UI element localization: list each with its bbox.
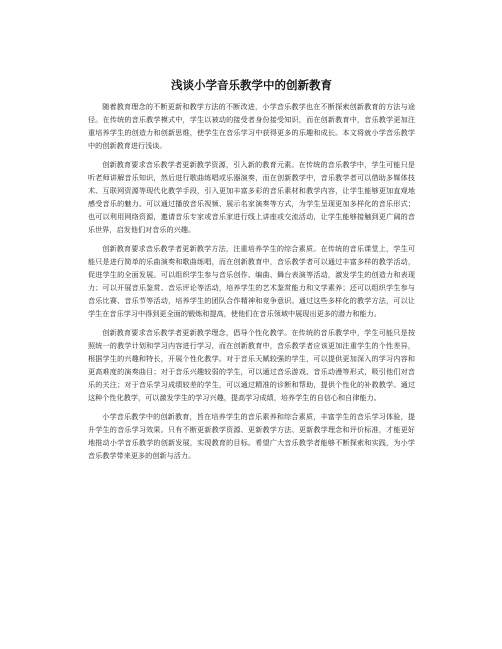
paragraph-5: 小学音乐教学中的创新教育，旨在培养学生的音乐素养和综合素质，丰富学生的音乐学习体验，提升学生的音乐学习效果。只有不断更新教学资源、更新教学方法、更新教学理念和评价标准，才能更好地推动小学音乐教学的创新发展，实现教育的目标。希望广大音乐教学者能够不断探索和实践，为小学音乐教学带来更多的创新与活力。 (88, 411, 415, 460)
paragraph-4: 创新教育要求音乐教学者更新教学理念，倡导个性化教学。在传统的音乐教学中，学生可能只是按照统一的教学计划和学习内容进行学习，而在创新教育中，音乐教学者应该更加注重学生的个性差异，根据学生的兴趣和特长，开展个性化教学。对于音乐天赋较强的学生，可以提供更加深入的学习内容和更高难度的演奏曲目；对于音乐兴趣较弱的学生，可以通过音乐游戏、音乐动漫等形式，吸引他们对音乐的关注；对于音乐学习成绩较差的学生，可以通过精准的诊断和帮助，提供个性化的补救教学。通过这种个性化教学，可以激发学生的学习兴趣，提高学习成绩，培养学生的自信心和自律能力。 (88, 328, 415, 402)
paragraph-1: 随着教育理念的不断更新和教学方法的不断改进，小学音乐教学也在不断探索创新教育的方法与途径。在传统的音乐教学模式中，学生以被动的接受者身份接受知识，而在创新教育中，音乐教学更加注重培养学生的创造力和创新思维，使学生在音乐学习中获得更多的乐趣和成长。本文将就小学音乐教学中的创新教育进行浅谈。 (88, 102, 415, 150)
paragraph-2: 创新教育要求音乐教学者更新教学资源，引入新的教育元素。在传统的音乐教学中，学生可能只是听老师讲解音乐知识，然后进行歌曲练唱或乐器演奏，而在创新教学中，音乐教学者可以借助多媒体技术、互联网资源等现代化教学手段，引入更加丰富多彩的音乐素材和教学内容，让学生能够更加直观地感受音乐的魅力。可以通过播放音乐视频、展示名家演奏等方式，为学生呈现更加多样化的音乐形式；也可以利用网络资源，邀请音乐专家或音乐家进行线上讲座或交流活动，让学生能够接触到更广阔的音乐世界，启发他们对音乐的兴趣。 (88, 160, 415, 234)
document-page (88, 78, 415, 469)
document-title: 浅谈小学音乐教学中的创新教育 (171, 78, 332, 92)
paragraph-3: 创新教育要求音乐教学者更新教学方法，注重培养学生的综合素质。在传统的音乐课堂上，学生可能只是进行简单的乐曲演奏和歌曲练唱，而在创新教育中，音乐教学者可以通过丰富多样的教学活动，促进学生的全面发展。可以组织学生参与音乐创作、编曲、舞台表演等活动，激发学生的创造力和表现力；可以开展音乐鉴赏、音乐评论等活动，培养学生的艺术鉴赏能力和文学素养；还可以组织学生参与音乐比赛、音乐节等活动，培养学生的团队合作精神和竞争意识。通过这些多样化的教学方法，可以让学生在音乐学习中得到更全面的锻炼和提高，使他们在音乐领域中展现出更多的潜力和能力。 (88, 244, 415, 318)
